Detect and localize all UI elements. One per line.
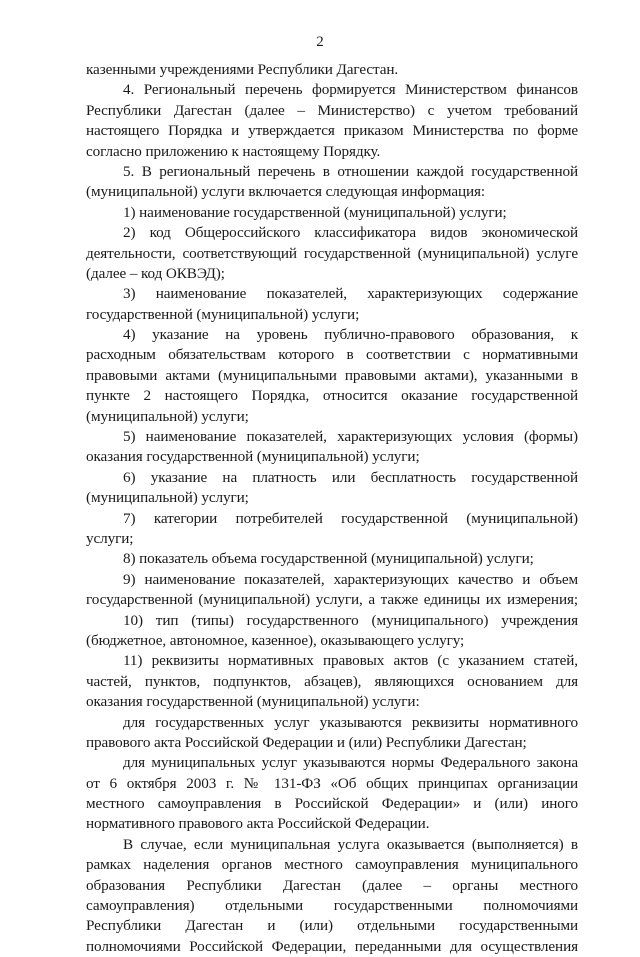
text-line: (муниципальной) услуги включается следующая информация: <box>86 183 486 201</box>
text-line: Республики Дагестан (далее – Министерство) с учетом требований <box>86 101 578 119</box>
text-line: государственной (муниципальной) услуги, а также единицы их измерения; <box>86 591 578 609</box>
text-line: настоящего Порядка и утверждается приказом Министерства по форме <box>86 122 578 140</box>
text-line: нормативного правового акта Российской Федерации. <box>86 815 430 833</box>
text-line: от 6 октября 2003 г. № 131-ФЗ «Об общих принципах организации <box>86 774 578 792</box>
document-body <box>86 60 578 957</box>
text-line: правового акта Российской Федерации и (или) Республики Дагестан; <box>86 733 527 751</box>
text-line: полномочиями Российской Федерации, переданными для осуществления <box>86 937 578 955</box>
text-line: 9) наименование показателей, характеризующих качество и объем <box>123 570 578 588</box>
text-line: 7) категории потребителей государственной (муниципальной) <box>123 509 578 527</box>
text-line: правовыми актами (муниципальными правовыми актами), указанными в <box>86 366 578 384</box>
text-line: пункте 2 настоящего Порядка, относится оказание государственной <box>86 387 578 405</box>
text-line: оказания государственной (муниципальной) услуги; <box>86 448 420 466</box>
text-line: 2) код Общероссийского классификатора видов экономической <box>123 224 578 242</box>
text-line: 4. Региональный перечень формируется Министерством финансов <box>123 81 578 99</box>
text-line: для государственных услуг указываются реквизиты нормативного <box>123 713 578 731</box>
text-line: самоуправления) отдельными государственными полномочиями <box>86 897 578 915</box>
text-line: 11) реквизиты нормативных правовых актов (с указанием статей, <box>123 652 578 670</box>
text-line: 4) указание на уровень публично-правового образования, к <box>123 326 578 344</box>
text-line: 10) тип (типы) государственного (муниципального) учреждения <box>123 611 578 629</box>
text-line: Республики Дагестан и (или) отдельными государственными <box>86 917 578 935</box>
text-line: образования Республики Дагестан (далее – органы местного <box>86 876 578 894</box>
text-line: частей, пунктов, подпунктов, абзацев), являющихся основанием для <box>86 672 578 690</box>
text-line: 8) показатель объема государственной (муниципальной) услуги; <box>123 550 534 568</box>
text-line: расходным обязательствам которого в соответствии с нормативными <box>86 346 578 364</box>
text-line: В случае, если муниципальная услуга оказывается (выполняется) в <box>123 835 578 853</box>
text-line: для муниципальных услуг указываются нормы Федерального закона <box>123 754 578 772</box>
text-line: (далее – код ОКВЭД); <box>86 264 225 282</box>
text-line: оказания государственной (муниципальной) услуги: <box>86 693 420 711</box>
text-line: казенными учреждениями Республики Дагестан. <box>86 61 399 78</box>
text-line: государственной (муниципальной) услуги; <box>86 305 360 323</box>
text-line: (муниципальной) услуги; <box>86 489 249 507</box>
text-line: (муниципальной) услуги; <box>86 407 249 425</box>
text-line: согласно приложению к настоящему Порядку. <box>86 142 381 160</box>
text-line: 6) указание на платность или бесплатность государственной <box>123 468 578 486</box>
text-line: 5) наименование показателей, характеризующих условия (формы) <box>123 428 578 446</box>
text-line: местного самоуправления в Российской Федерации» и (или) иного <box>86 795 578 813</box>
text-line: (бюджетное, автономное, казенное), оказывающего услугу; <box>86 631 465 649</box>
text-line: деятельности, соответствующий государственной (муниципальной) услуге <box>86 244 578 262</box>
text-line: рамках наделения органов местного самоуправления муниципального <box>86 856 578 874</box>
page-number: 2 <box>316 34 324 50</box>
text-line: 5. В региональный перечень в отношении каждой государственной <box>123 162 578 180</box>
text-line: услуги; <box>86 529 134 547</box>
text-line: 1) наименование государственной (муниципальной) услуги; <box>123 203 507 221</box>
text-line: 3) наименование показателей, характеризующих содержание <box>123 285 578 303</box>
